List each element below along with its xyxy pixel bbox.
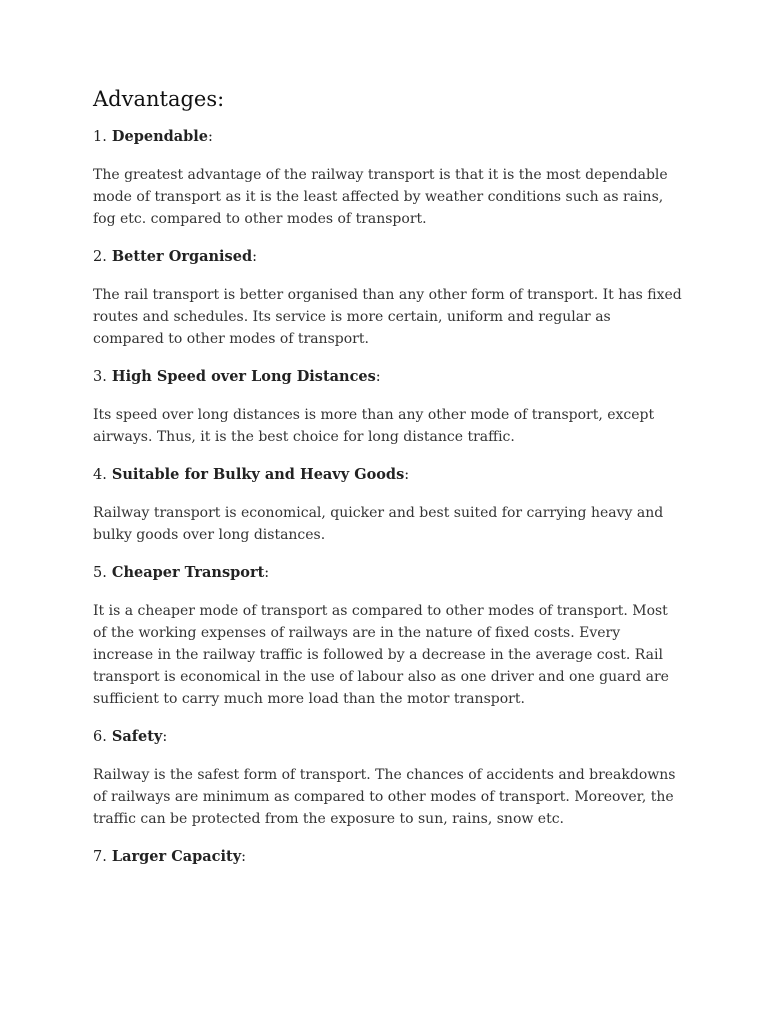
section-number: 1.: [93, 129, 107, 145]
section-heading-high-speed: [93, 366, 683, 388]
page-title: Advantages:: [93, 87, 225, 111]
section-colon: :: [404, 467, 410, 483]
section-colon: :: [264, 565, 270, 581]
section-number: 3.: [93, 369, 107, 385]
section-body-dependable: The greatest advantage of the railway transport is that it is the most dependable mode of transport as it is the least affected by weather conditions such as rains, fog etc. compared to other modes of transport.: [93, 167, 668, 227]
section-name: Suitable for Bulky and Heavy Goods: [111, 466, 405, 483]
section-body-high-speed: Its speed over long distances is more than any other mode of transport, except airways. Thus, it is the best choice for long distance traffic.: [93, 407, 655, 445]
section-body-bulky-goods: Railway transport is economical, quicker and best suited for carrying heavy and bulky goods over long distances.: [93, 505, 664, 543]
section-body-safety: Railway is the safest form of transport. The chances of accidents and breakdowns of railways are minimum as compared to other modes of transport. Moreover, the traffic can be protected from the exposure to sun, rains, snow etc.: [93, 767, 676, 827]
section-colon: :: [375, 369, 381, 385]
section-colon: :: [208, 129, 213, 145]
section-number: 7.: [93, 849, 107, 865]
section-heading-safety: [93, 726, 683, 748]
section-name: High Speed over Long Distances: [111, 368, 376, 385]
section-colon: :: [252, 249, 257, 265]
section-name: Better Organised: [111, 248, 253, 265]
section-colon: :: [241, 849, 247, 865]
section-heading-dependable: [93, 126, 683, 148]
section-colon: :: [162, 729, 168, 745]
section-body-better-organised: The rail transport is better organised than any other form of transport. It has fixed routes and schedules. Its service is more certain, uniform and regular as compared to other modes of transport.: [93, 287, 682, 347]
document-page: [93, 84, 683, 884]
section-heading-better-organised: [93, 246, 683, 268]
section-heading-cheaper-transport: [93, 562, 683, 584]
section-name: Dependable: [111, 128, 209, 145]
section-number: 4.: [93, 467, 107, 483]
section-name: Cheaper Transport: [111, 564, 265, 581]
section-heading-larger-capacity: [93, 846, 683, 868]
section-name: Safety: [111, 728, 163, 745]
section-body-cheaper-transport: It is a cheaper mode of transport as compared to other modes of transport. Most of the working expenses of railways are in the nature of fixed costs. Every increase in the railway traffic is followed by a decrease in the average cost. Rail transport is economical in the use of labour also as one driver and one guard are sufficient to carry much more load than the motor transport.: [93, 603, 669, 707]
section-heading-bulky-goods: [93, 464, 683, 486]
section-name: Larger Capacity: [111, 848, 242, 865]
section-number: 2.: [93, 249, 107, 265]
section-number: 5.: [93, 565, 107, 581]
section-number: 6.: [93, 729, 107, 745]
